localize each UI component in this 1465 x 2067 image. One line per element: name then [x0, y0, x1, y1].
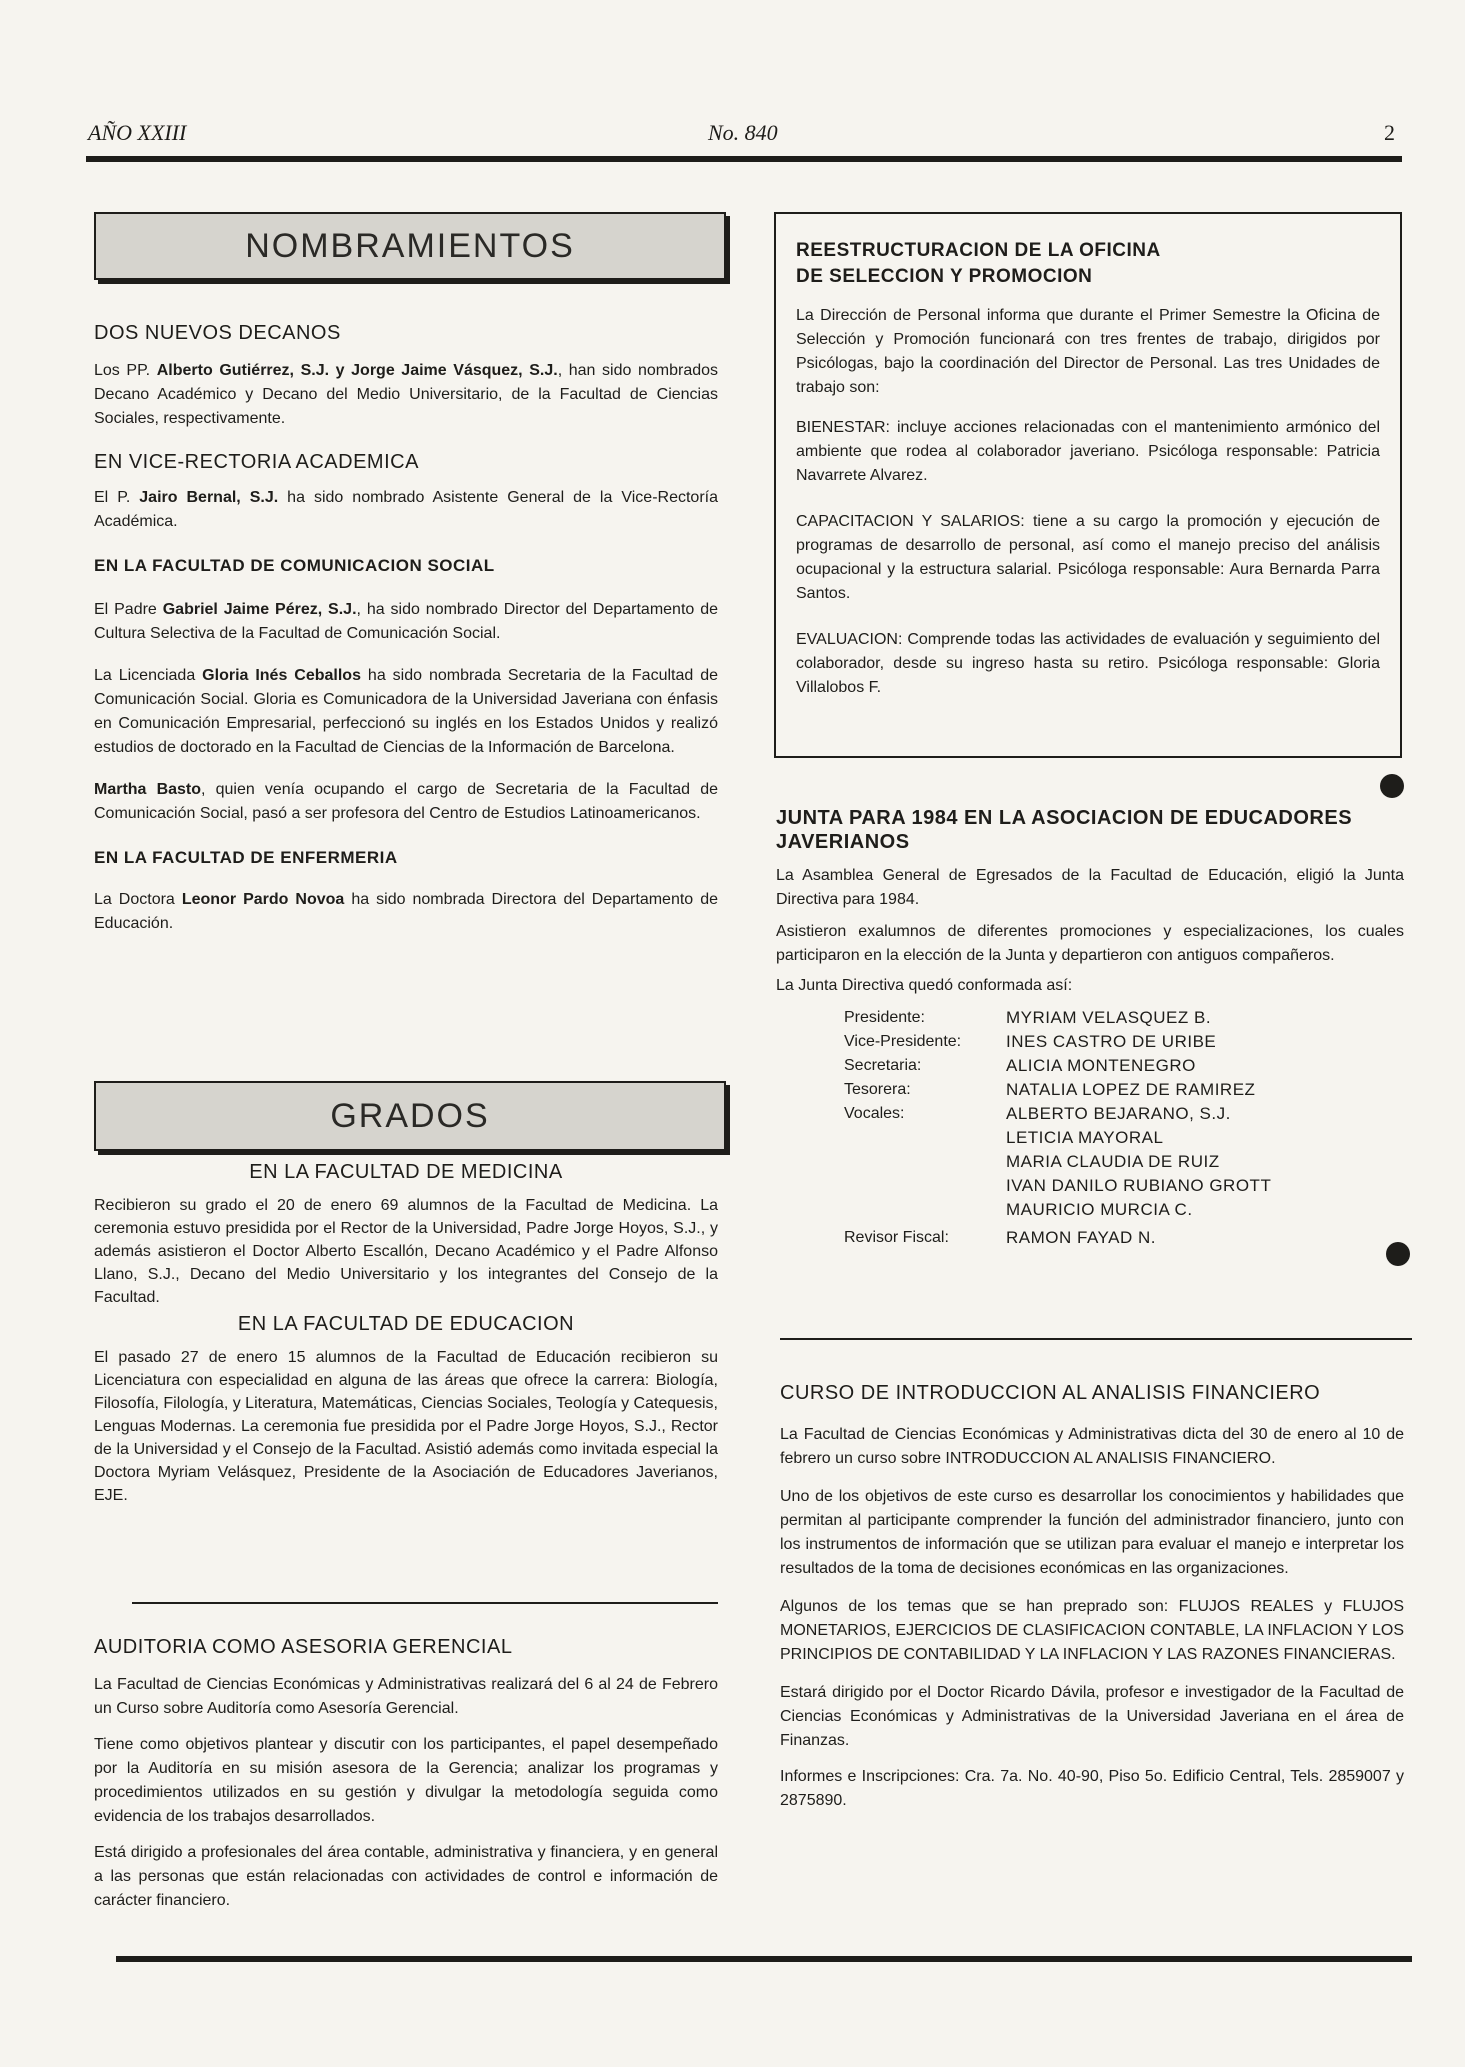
junta-member-role: Secretaria:	[844, 1057, 922, 1074]
curso-text-5: Informes e Inscripciones: Cra. 7a. No. 40-90, Piso 5o. Edificio Central, Tels. 2859007 y 2875890.	[780, 1768, 1404, 1809]
medicina-text: Recibieron su grado el 20 de enero 69 alumnos de la Facultad de Medicina. La ceremonia estuvo presidida por el Rector de la Universidad, Padre Jorge Hoyos, S.J., y además asistieron el Doctor Alberto Escallón, Decano Académico y el Padre Alfonso Llano, S.J., Decano del Medio Universitario y los integrantes del Consejo de la Facultad.	[94, 1197, 718, 1306]
dos-decanos-text: Los PP. Alberto Gutiérrez, S.J. y Jorge Jaime Vásquez, S.J., han sido nombrados Decano Académico y Decano del Medio Universitario, de la Facultad de Ciencias Sociales, respectivamente.	[94, 362, 719, 427]
evaluacion-text: EVALUACION: Comprende todas las actividades de evaluación y seguimiento del colaborador, desde su ingreso hasta su retiro. Psicóloga responsable: Gloria Villalobos F.	[796, 631, 1380, 696]
junta-member-row	[844, 1126, 1271, 1150]
educacion-text: El pasado 27 de enero 15 alumnos de la Facultad de Educación recibieron su Licenciatura con especialidad en alguna de las áreas que ofrece la carrera: Biología, Filosofía, Filología, y Literatura, Matemáticas, Ciencias Sociales, Teología y Catequesis, Lenguas Modernas. La ceremonia fue presidida por el Padre Jorge Hoyos, S.J., Rector de la Universidad y el Consejo de la Facultad. Asistió además como invitada especial la Doctora Myriam Velásquez, Presidente de la Asociación de Educadores Javerianos, EJE.	[94, 1349, 718, 1504]
bienestar-text: BIENESTAR: incluye acciones relacionadas con el mantenimiento armónico del ambiente que rodea al colaborador javeriano. Psicóloga responsable: Patricia Navarrete Alvarez.	[796, 419, 1380, 484]
junta-member-row	[844, 1150, 1271, 1174]
junta-member-name: MYRIAM VELASQUEZ B.	[1006, 1008, 1212, 1027]
reestructuracion-heading-2: DE SELECCION Y PROMOCION	[796, 266, 1093, 287]
auditoria-text-2: Tiene como objetivos plantear y discutir con los participantes, el papel desempeñado por la Auditoría en su misión asesora de la Gerencia; analizar los programas y procedimientos utilizados en su gestión y divulgar la metodología seguida como evidencia de los trabajos desarrollados.	[94, 1736, 718, 1825]
junta-member-role: Revisor Fiscal:	[844, 1229, 949, 1246]
curso-section	[780, 1382, 1404, 1813]
page-number: 2	[1384, 120, 1395, 145]
junta-member-row	[844, 1006, 1271, 1030]
junta-member-name: MARIA CLAUDIA DE RUIZ	[1006, 1152, 1220, 1171]
junta-member-row	[844, 1102, 1271, 1126]
enfermeria-heading: EN LA FACULTAD DE ENFERMERIA	[94, 848, 398, 867]
reestructuracion-heading-1: REESTRUCTURACION DE LA OFICINA	[796, 240, 1161, 261]
left-divider	[132, 1602, 718, 1604]
curso-text-4: Estará dirigido por el Doctor Ricardo Dávila, profesor e investigador de la Facultad de Ciencias Económicas y Administrativas de la Universidad Javeriana en el área de Finanzas.	[780, 1684, 1404, 1749]
auditoria-text-1: La Facultad de Ciencias Económicas y Administrativas realizará del 6 al 24 de Febrero un Curso sobre Auditoría como Asesoría Gerencial.	[94, 1676, 718, 1717]
header-rule	[86, 156, 1402, 162]
auditoria-section	[94, 1636, 718, 1913]
auditoria-text-3: Está dirigido a profesionales del área contable, administrativa y financiera, y en general a las personas que están relacionadas con actividades de control e información de carácter financiero.	[94, 1844, 718, 1909]
auditoria-heading: AUDITORIA COMO ASESORIA GERENCIAL	[94, 1636, 513, 1658]
dos-decanos-heading: DOS NUEVOS DECANOS	[94, 322, 341, 344]
junta-member-name: ALICIA MONTENEGRO	[1006, 1056, 1196, 1075]
comunicacion-heading: EN LA FACULTAD DE COMUNICACION SOCIAL	[94, 556, 495, 575]
grados-section	[94, 1081, 718, 1507]
junta-member-name: NATALIA LOPEZ DE RAMIREZ	[1006, 1080, 1256, 1099]
medicina-heading: EN LA FACULTAD DE MEDICINA	[249, 1161, 563, 1183]
curso-heading: CURSO DE INTRODUCCION AL ANALISIS FINANCIERO	[780, 1382, 1321, 1404]
junta-member-name: IVAN DANILO RUBIANO GROTT	[1006, 1176, 1272, 1195]
junta-member-row	[844, 1222, 1271, 1250]
junta-member-name: LETICIA MAYORAL	[1006, 1128, 1164, 1147]
junta-member-row	[844, 1078, 1271, 1102]
junta-member-name: INES CASTRO DE URIBE	[1006, 1032, 1217, 1051]
enfermeria-text: La Doctora Leonor Pardo Novoa ha sido nombrada Directora del Departamento de Educación.	[94, 891, 719, 932]
reestructuracion-intro: La Dirección de Personal informa que durante el Primer Semestre la Oficina de Selección y Promoción funcionará con tres frentes de trabajo, dirigidos por Psicólogas, bajo la coordinación del Director de Personal. Las tres Unidades de trabajo son:	[796, 307, 1380, 396]
right-divider	[780, 1338, 1412, 1340]
junta-member-role	[844, 1150, 1006, 1174]
junta-member-name: ALBERTO BEJARANO, S.J.	[1006, 1104, 1231, 1123]
comunicacion-text-1: El Padre Gabriel Jaime Pérez, S.J., ha sido nombrado Director del Departamento de Cultura Selectiva de la Facultad de Comunicación Social.	[94, 601, 718, 642]
footer-rule	[116, 1956, 1412, 1962]
junta-member-row	[844, 1054, 1271, 1078]
junta-member-role: Presidente:	[844, 1009, 925, 1026]
junta-heading: JUNTA PARA 1984 EN LA ASOCIACION DE EDUCADORES JAVERIANOS	[776, 807, 1353, 853]
junta-text-2: Asistieron exalumnos de diferentes promociones y especializaciones, los cuales participaron en la elección de la Junta y departieron con antiguos compañeros.	[776, 923, 1404, 964]
curso-text-1: La Facultad de Ciencias Económicas y Administrativas dicta del 30 de enero al 10 de febrero un curso sobre INTRODUCCION AL ANALISIS FINANCIERO.	[780, 1426, 1404, 1467]
junta-member-role	[844, 1198, 1006, 1222]
junta-member-role: Tesorera:	[844, 1081, 911, 1098]
curso-text-2: Uno de los objetivos de este curso es desarrollar los conocimientos y habilidades que permitan al participante comprender la función del administrador financiero, junto con los instrumentos de información que se utilizan para evaluar el manejo e interpretar los resultados de la toma de decisiones económicas en las organizaciones.	[780, 1488, 1404, 1577]
comunicacion-text-3: Martha Basto, quien venía ocupando el cargo de Secretaria de la Facultad de Comunicación Social, pasó a ser profesora del Centro de Estudios Latinoamericanos.	[94, 781, 718, 822]
vicerrectoria-text: El P. Jairo Bernal, S.J. ha sido nombrado Asistente General de la Vice-Rectoría Académica.	[94, 489, 719, 530]
nombramientos-section	[94, 212, 718, 936]
junta-section	[776, 806, 1404, 1250]
punch-hole-top	[1380, 774, 1404, 798]
junta-members-table	[844, 1006, 1271, 1250]
curso-text-3: Algunos de los temas que se han preprado son: FLUJOS REALES y FLUJOS MONETARIOS, EJERCICIOS DE CLASIFICACION CONTABLE, LA INFLACION Y LOS PRINCIPIOS DE CONTABILIDAD Y LA INFLACION Y LAS RAZONES FINANCIERAS.	[780, 1598, 1404, 1663]
junta-member-name: MAURICIO MURCIA C.	[1006, 1200, 1193, 1219]
junta-member-name: RAMON FAYAD N.	[1006, 1228, 1156, 1247]
issue-year: AÑO XXIII	[88, 120, 187, 145]
nombramientos-banner: NOMBRAMIENTOS	[94, 212, 726, 280]
junta-member-row	[844, 1198, 1271, 1222]
issue-number: No. 840	[708, 120, 778, 145]
capacitacion-text: CAPACITACION Y SALARIOS: tiene a su cargo la promoción y ejecución de programas de desarrollo de personal, así como el manejo preciso del análisis ocupacional y la estructura salarial. Psicóloga responsable: Aura Bernarda Parra Santos.	[796, 513, 1380, 602]
reestructuracion-box	[774, 212, 1402, 758]
junta-member-row	[844, 1174, 1271, 1198]
junta-member-row	[844, 1030, 1271, 1054]
junta-member-role	[844, 1126, 1006, 1150]
vicerrectoria-heading: EN VICE-RECTORIA ACADEMICA	[94, 451, 419, 473]
junta-member-role: Vice-Presidente:	[844, 1033, 962, 1050]
junta-member-role: Vocales:	[844, 1105, 905, 1122]
junta-text-1: La Asamblea General de Egresados de la Facultad de Educación, eligió la Junta Directiva para 1984.	[776, 867, 1404, 908]
junta-member-role	[844, 1174, 1006, 1198]
educacion-heading: EN LA FACULTAD DE EDUCACION	[237, 1313, 575, 1335]
comunicacion-text-2: La Licenciada Gloria Inés Ceballos ha sido nombrada Secretaria de la Facultad de Comunicación Social. Gloria es Comunicadora de la Universidad Javeriana con énfasis en Comunicación Empresarial, perfeccionó su inglés en los Estados Unidos y realizó estudios de doctorado en la Facultad de Ciencias de la Información de Barcelona.	[94, 667, 719, 756]
junta-text-3: La Junta Directiva quedó conformada así:	[776, 977, 1073, 994]
grados-banner: GRADOS	[94, 1081, 726, 1151]
